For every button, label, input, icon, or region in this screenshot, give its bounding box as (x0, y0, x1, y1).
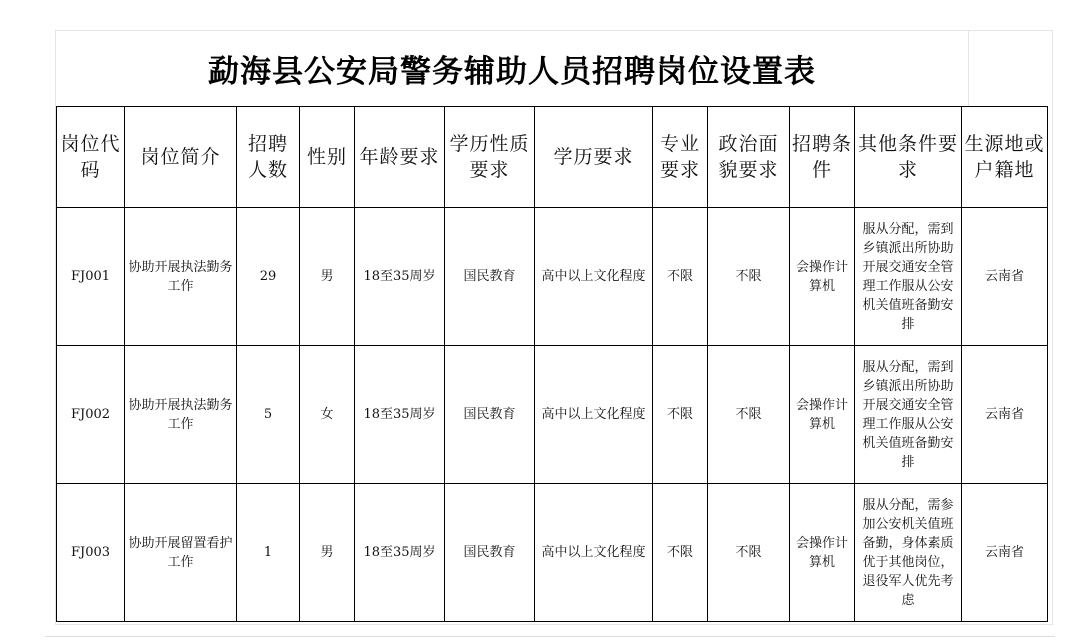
cell-position-code: FJ003 (57, 484, 125, 622)
header-position-intro: 岗位简介 (125, 107, 237, 208)
cell-hire-condition: 会操作计算机 (790, 208, 855, 346)
cell-hire-count: 29 (237, 208, 300, 346)
header-education-type: 学历性质要求 (445, 107, 535, 208)
cell-major-requirement: 不限 (653, 346, 708, 484)
header-position-code: 岗位代码 (57, 107, 125, 208)
document-sheet (55, 30, 1053, 625)
table-row (57, 484, 1048, 622)
table-row (57, 208, 1048, 346)
cell-age-requirement: 18至35周岁 (355, 208, 445, 346)
header-hire-condition: 招聘条件 (790, 107, 855, 208)
cell-education-type: 国民教育 (445, 208, 535, 346)
header-major-requirement: 专业要求 (653, 107, 708, 208)
cell-position-code: FJ001 (57, 208, 125, 346)
cell-origin: 云南省 (962, 346, 1048, 484)
header-political-requirement: 政治面貌要求 (708, 107, 790, 208)
cell-other-requirements: 服从分配，需参加公安机关值班备勤，身体素质优于其他岗位，退役军人优先考虑 (855, 484, 962, 622)
cell-major-requirement: 不限 (653, 484, 708, 622)
cell-political-requirement: 不限 (708, 208, 790, 346)
cell-hire-count: 1 (237, 484, 300, 622)
header-gender: 性别 (300, 107, 355, 208)
cell-education-requirement: 高中以上文化程度 (535, 208, 653, 346)
cell-hire-condition: 会操作计算机 (790, 346, 855, 484)
cell-education-type: 国民教育 (445, 346, 535, 484)
cell-position-intro: 协助开展执法勤务工作 (125, 208, 237, 346)
cell-position-intro: 协助开展留置看护工作 (125, 484, 237, 622)
cell-political-requirement: 不限 (708, 484, 790, 622)
title-divider (968, 31, 969, 106)
cell-gender: 男 (300, 208, 355, 346)
job-positions-table (56, 106, 1048, 622)
table-row (57, 346, 1048, 484)
cell-position-intro: 协助开展执法勤务工作 (125, 346, 237, 484)
cell-political-requirement: 不限 (708, 346, 790, 484)
cell-hire-condition: 会操作计算机 (790, 484, 855, 622)
cell-education-requirement: 高中以上文化程度 (535, 484, 653, 622)
cell-position-code: FJ002 (57, 346, 125, 484)
cell-major-requirement: 不限 (653, 208, 708, 346)
cell-hire-count: 5 (237, 346, 300, 484)
header-hire-count: 招聘人数 (237, 107, 300, 208)
header-education-requirement: 学历要求 (535, 107, 653, 208)
cell-education-requirement: 高中以上文化程度 (535, 346, 653, 484)
table-header-row (57, 107, 1048, 208)
header-origin: 生源地或户籍地 (962, 107, 1048, 208)
cell-origin: 云南省 (962, 484, 1048, 622)
cell-education-type: 国民教育 (445, 484, 535, 622)
cell-age-requirement: 18至35周岁 (355, 484, 445, 622)
page-divider (45, 636, 1055, 637)
cell-other-requirements: 服从分配，需到乡镇派出所协助开展交通安全管理工作服从公安机关值班备勤安排 (855, 346, 962, 484)
header-other-requirements: 其他条件要求 (855, 107, 962, 208)
cell-gender: 女 (300, 346, 355, 484)
header-age-requirement: 年龄要求 (355, 107, 445, 208)
cell-gender: 男 (300, 484, 355, 622)
cell-origin: 云南省 (962, 208, 1048, 346)
cell-other-requirements: 服从分配，需到乡镇派出所协助开展交通安全管理工作服从公安机关值班备勤安排 (855, 208, 962, 346)
document-title: 勐海县公安局警务辅助人员招聘岗位设置表 (208, 54, 816, 90)
cell-age-requirement: 18至35周岁 (355, 346, 445, 484)
